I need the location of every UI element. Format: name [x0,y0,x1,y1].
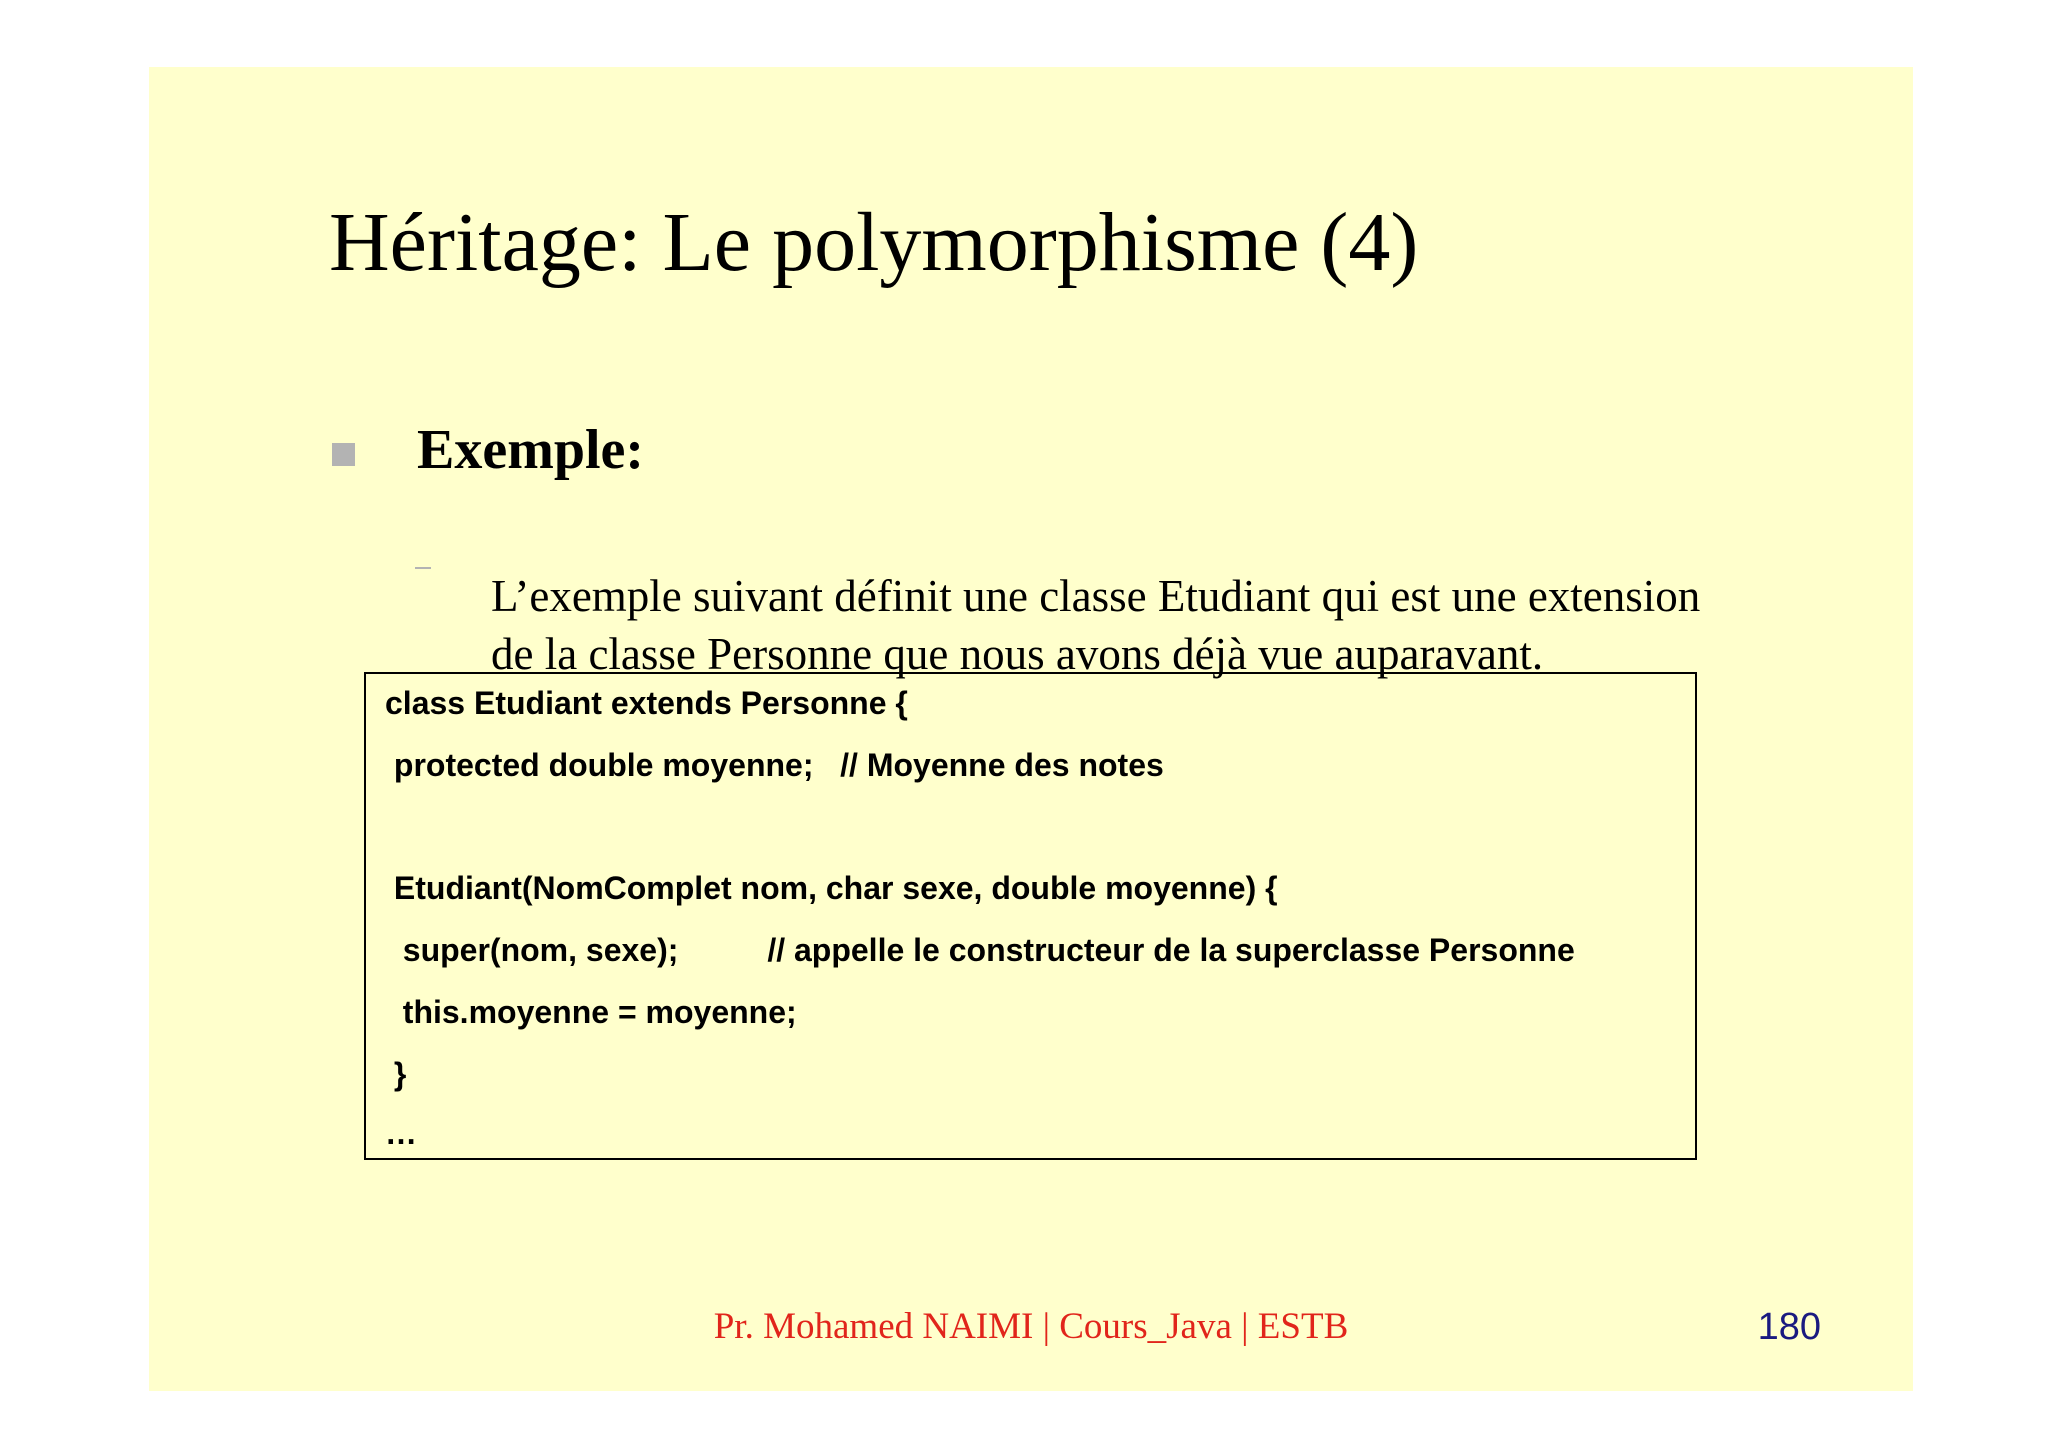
sub-bullet-line: L’exemple suivant définit une classe Etudiant qui est une extension [491,571,1701,621]
code-line: } [385,1056,407,1092]
code-line: protected double moyenne; // Moyenne des notes [385,747,1164,783]
code-line: Etudiant(NomComplet nom, char sexe, double moyenne) { [385,870,1278,906]
code-line: … [385,1115,417,1151]
page-number: 180 [1757,1306,1821,1348]
code-line: class Etudiant extends Personne { [385,685,908,721]
sub-bullet-text [491,567,1871,683]
footer-text: Pr. Mohamed NAIMI | Cours_Java | ESTB [713,1306,1349,1347]
code-box [364,672,1697,1160]
slide [149,67,1913,1391]
code-line: super(nom, sexe); // appelle le constructeur de la superclasse Personne [385,932,1575,968]
bullet-heading: Exemple: [417,419,645,481]
bullet-square-icon [332,443,355,466]
slide-title: Héritage: Le polymorphisme (4) [329,196,1419,289]
sub-bullet-line: de la classe Personne que nous avons déjà vue auparavant. [491,629,1544,679]
code-line: this.moyenne = moyenne; [385,994,797,1030]
sub-bullet-dash-icon [415,567,431,569]
